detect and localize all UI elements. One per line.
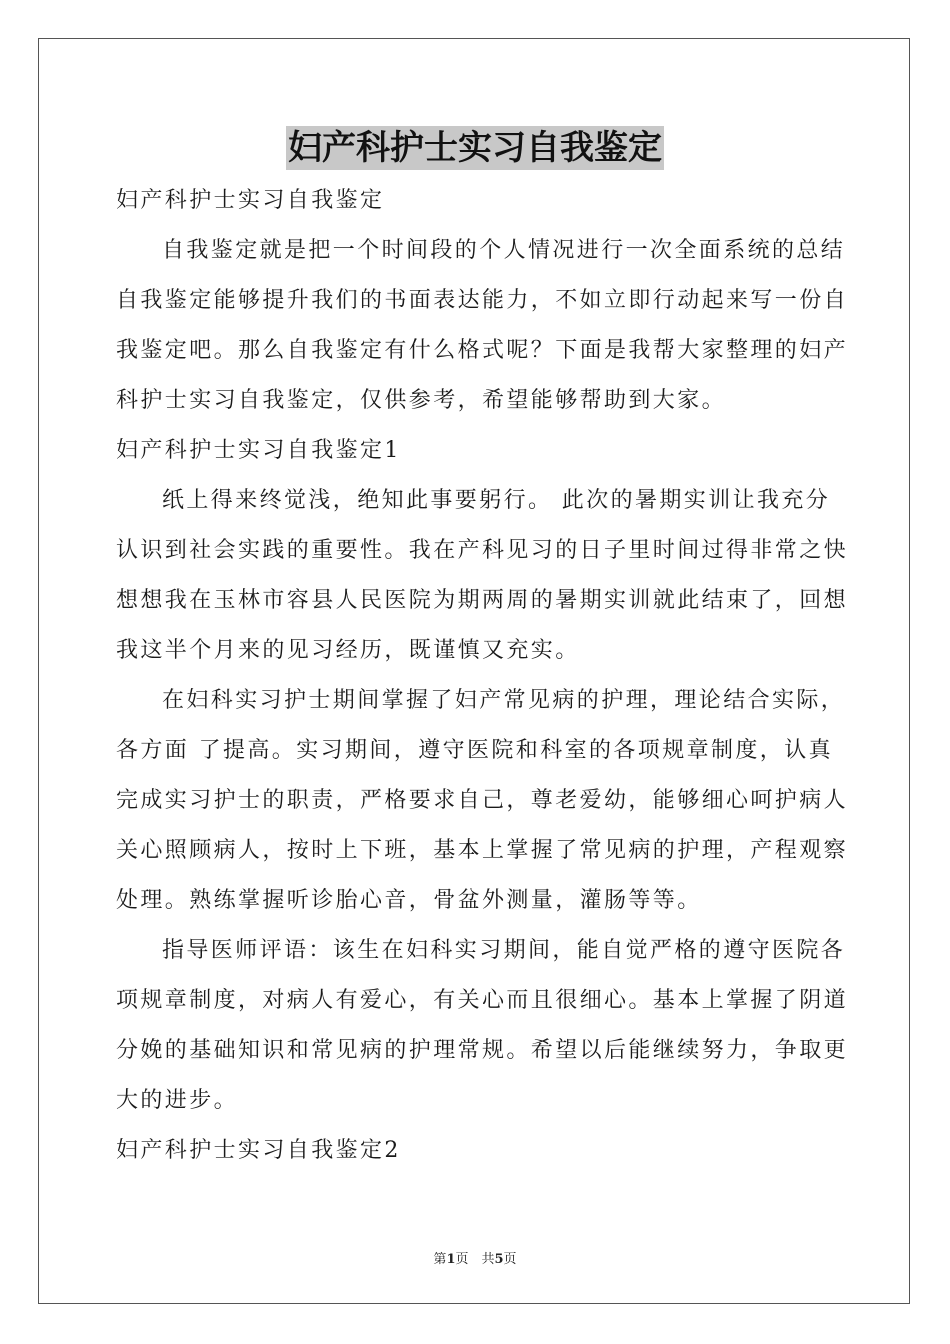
document-body xyxy=(116,176,849,1176)
footer-total-pages: 5 xyxy=(494,1252,504,1267)
text-line: 妇产科护士实习自我鉴定 xyxy=(116,188,385,213)
text-line: 完成实习护士的职责，严格要求自己，尊老爱幼，能够细心呵护病人 xyxy=(116,788,849,813)
text-line: 认识到社会实践的重要性。我在产科见习的日子里时间过得非常之快 xyxy=(116,538,849,563)
footer-prefix: 第 xyxy=(433,1252,447,1267)
text-line: 自我鉴定就是把一个时间段的个人情况进行一次全面系统的总结 xyxy=(162,238,846,263)
text-line: 自我鉴定能够提升我们的书面表达能力，不如立即行动起来写一份自 xyxy=(116,288,849,313)
footer-mid: 页 共 xyxy=(455,1252,495,1267)
footer-suffix: 页 xyxy=(503,1252,517,1267)
text-line: 各方面 了提高。实习期间，遵守医院和科室的各项规章制度，认真 xyxy=(116,738,833,763)
text-line: 我鉴定吧。那么自我鉴定有什么格式呢？下面是我帮大家整理的妇产 xyxy=(116,338,849,363)
text-line: 分娩的基础知识和常见病的护理常规。希望以后能继续努力，争取更 xyxy=(116,1038,849,1063)
text-line: 我这半个月来的见习经历，既谨慎又充实。 xyxy=(116,638,580,663)
footer-page-number: 1 xyxy=(446,1252,456,1267)
text-line: 妇产科护士实习自我鉴定2 xyxy=(116,1138,401,1163)
page-footer xyxy=(0,1248,950,1267)
text-line: 关心照顾病人，按时上下班，基本上掌握了常见病的护理，产程观察 xyxy=(116,838,849,863)
text-line: 纸上得来终觉浅，绝知此事要躬行。 此次的暑期实训让我充分 xyxy=(162,488,831,513)
text-line: 妇产科护士实习自我鉴定1 xyxy=(116,438,401,463)
text-line: 想想我在玉林市容县人民医院为期两周的暑期实训就此结束了，回想 xyxy=(116,588,849,613)
text-line: 在妇科实习护士期间掌握了妇产常见病的护理，理论结合实际， xyxy=(162,688,846,713)
text-line: 处理。熟练掌握听诊胎心音，骨盆外测量，灌肠等等。 xyxy=(116,888,702,913)
document-title: 妇产科护士实习自我鉴定 xyxy=(288,128,662,168)
text-line: 指导医师评语：该生在妇科实习期间，能自觉严格的遵守医院各 xyxy=(162,938,846,963)
text-line: 科护士实习自我鉴定，仅供参考，希望能够帮助到大家。 xyxy=(116,388,727,413)
title-container xyxy=(0,126,950,170)
text-line: 项规章制度，对病人有爱心，有关心而且很细心。基本上掌握了阴道 xyxy=(116,988,849,1013)
text-line: 大的进步。 xyxy=(116,1088,239,1113)
